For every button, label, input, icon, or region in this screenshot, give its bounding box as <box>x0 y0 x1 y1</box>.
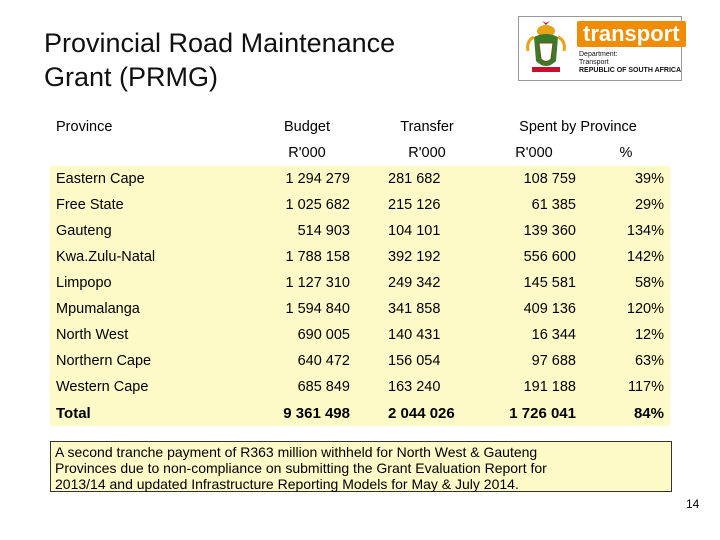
total-label: Total <box>50 400 246 426</box>
unit-pct: % <box>582 140 670 166</box>
table-row <box>50 374 670 400</box>
unit-transfer: R'000 <box>368 140 486 166</box>
row-province: Free State <box>50 192 246 218</box>
row-transfer: 140 431 <box>368 322 486 348</box>
row-province: Kwa.Zulu-Natal <box>50 244 246 270</box>
total-budget: 9 361 498 <box>246 400 368 426</box>
row-transfer: 215 126 <box>368 192 486 218</box>
footnote-line: A second tranche payment of R363 million withheld for North West & Gauteng <box>55 444 538 460</box>
row-budget: 685 849 <box>246 374 368 400</box>
title-line-2: Grant (PRMG) <box>44 62 219 92</box>
row-budget: 1 294 279 <box>246 166 368 192</box>
row-transfer: 281 682 <box>368 166 486 192</box>
row-pct: 63% <box>582 348 670 374</box>
title-line-1: Provincial Road Maintenance <box>44 28 396 58</box>
row-province: Gauteng <box>50 218 246 244</box>
row-budget: 640 472 <box>246 348 368 374</box>
total-spent: 1 726 041 <box>486 400 582 426</box>
row-transfer: 163 240 <box>368 374 486 400</box>
row-province: North West <box>50 322 246 348</box>
footnote-box <box>50 441 672 492</box>
row-spent: 191 188 <box>486 374 582 400</box>
coat-of-arms-icon <box>524 21 568 75</box>
total-pct: 84% <box>582 400 670 426</box>
row-spent: 97 688 <box>486 348 582 374</box>
slide-title <box>44 26 395 94</box>
transport-logo <box>518 16 682 81</box>
row-spent: 145 581 <box>486 270 582 296</box>
prmg-table <box>50 114 670 426</box>
table-row <box>50 218 670 244</box>
unit-budget: R'000 <box>246 140 368 166</box>
row-spent: 409 136 <box>486 296 582 322</box>
table-unit-row <box>50 140 670 166</box>
row-transfer: 392 192 <box>368 244 486 270</box>
row-transfer: 104 101 <box>368 218 486 244</box>
row-pct: 142% <box>582 244 670 270</box>
page-number: 14 <box>686 497 700 511</box>
row-spent: 108 759 <box>486 166 582 192</box>
row-budget: 1 788 158 <box>246 244 368 270</box>
row-spent: 61 385 <box>486 192 582 218</box>
row-budget: 514 903 <box>246 218 368 244</box>
row-province: Eastern Cape <box>50 166 246 192</box>
row-transfer: 341 858 <box>368 296 486 322</box>
logo-wordmark: transport <box>577 21 686 47</box>
row-transfer: 156 054 <box>368 348 486 374</box>
row-pct: 12% <box>582 322 670 348</box>
table-row <box>50 296 670 322</box>
row-province: Mpumalanga <box>50 296 246 322</box>
row-spent: 139 360 <box>486 218 582 244</box>
total-row <box>50 400 670 426</box>
table-row <box>50 270 670 296</box>
logo-line: Department: <box>579 51 618 58</box>
row-budget: 690 005 <box>246 322 368 348</box>
row-pct: 134% <box>582 218 670 244</box>
row-budget: 1 594 840 <box>246 296 368 322</box>
footnote-line: 2013/14 and updated Infrastructure Reporting Models for May & July 2014. <box>55 476 519 492</box>
logo-line: REPUBLIC OF SOUTH AFRICA <box>579 67 682 74</box>
row-province: Northern Cape <box>50 348 246 374</box>
row-province: Western Cape <box>50 374 246 400</box>
row-spent: 16 344 <box>486 322 582 348</box>
row-transfer: 249 342 <box>368 270 486 296</box>
row-pct: 58% <box>582 270 670 296</box>
header-province: Province <box>50 114 246 140</box>
table-row <box>50 348 670 374</box>
table-row <box>50 322 670 348</box>
table-row <box>50 244 670 270</box>
header-spent: Spent by Province <box>486 114 670 140</box>
header-budget: Budget <box>246 114 368 140</box>
header-transfer: Transfer <box>368 114 486 140</box>
footnote-line: Provinces due to non-compliance on submitting the Grant Evaluation Report for <box>55 460 547 476</box>
row-budget: 1 127 310 <box>246 270 368 296</box>
header-blank <box>50 140 246 166</box>
row-pct: 117% <box>582 374 670 400</box>
row-province: Limpopo <box>50 270 246 296</box>
row-pct: 120% <box>582 296 670 322</box>
logo-line: Transport <box>579 59 609 66</box>
row-spent: 556 600 <box>486 244 582 270</box>
logo-subtitle <box>579 51 681 75</box>
row-pct: 29% <box>582 192 670 218</box>
row-budget: 1 025 682 <box>246 192 368 218</box>
total-transfer: 2 044 026 <box>368 400 486 426</box>
table-row <box>50 192 670 218</box>
unit-spent: R'000 <box>486 140 582 166</box>
row-pct: 39% <box>582 166 670 192</box>
table-row <box>50 166 670 192</box>
table-header-row <box>50 114 670 140</box>
